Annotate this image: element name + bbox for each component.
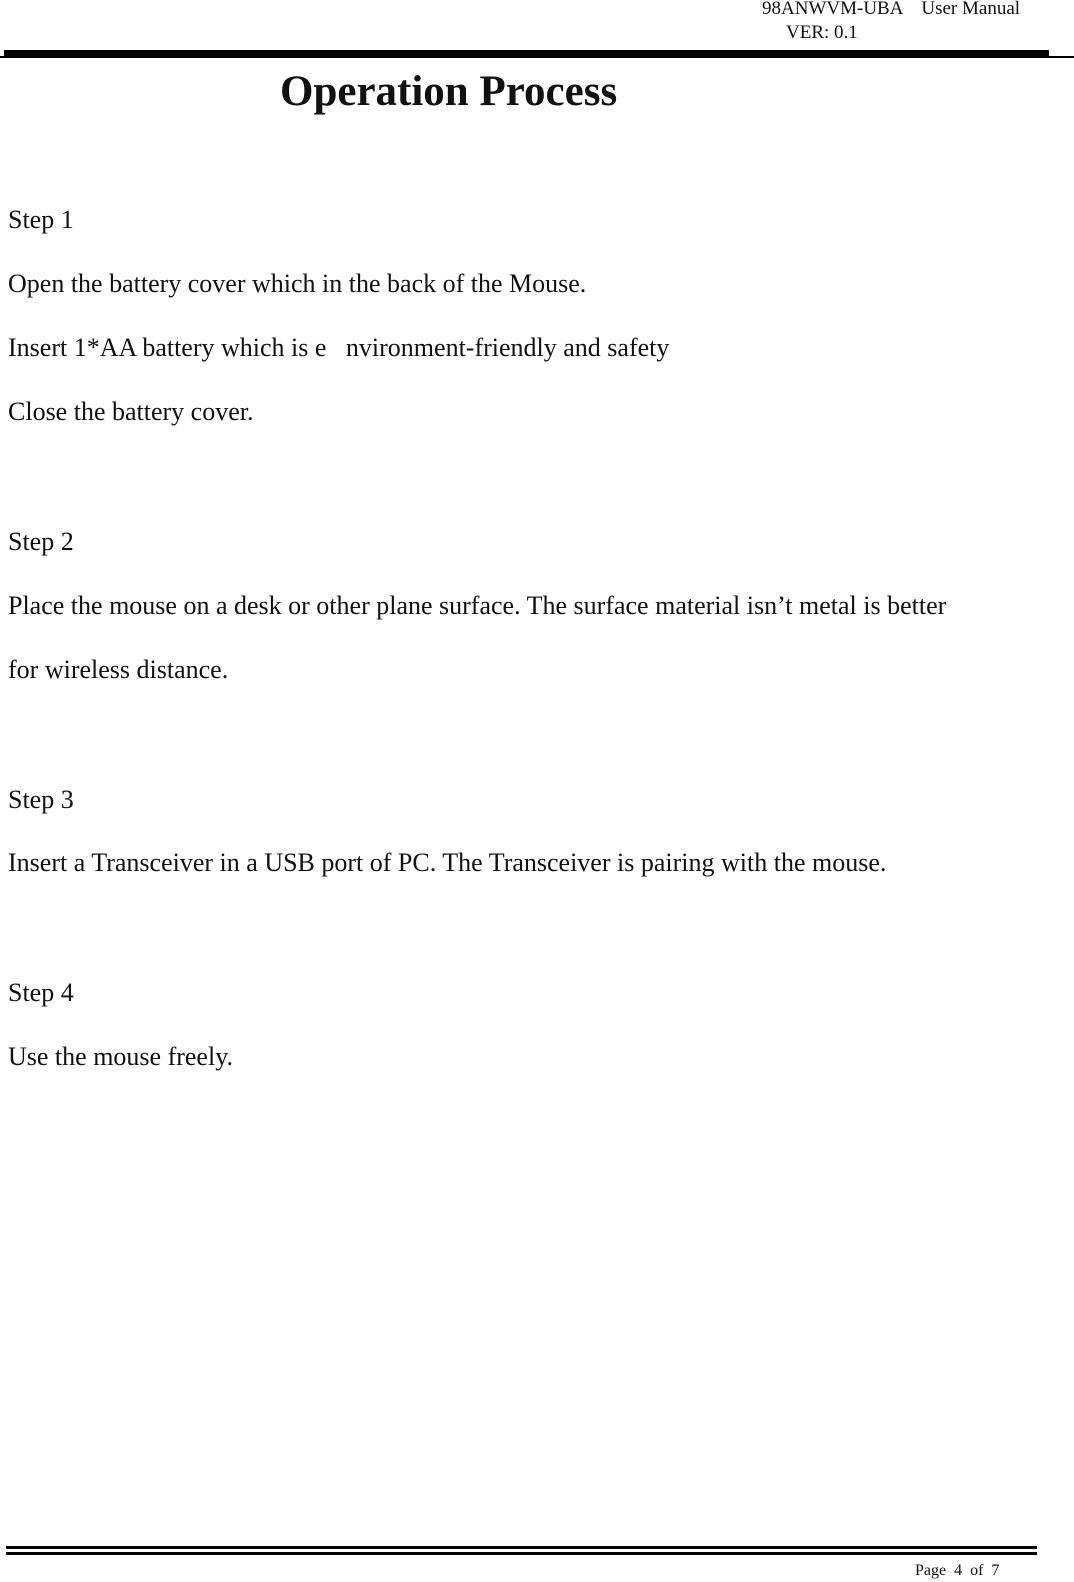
step-2-heading: Step 2 [8,527,74,556]
step-1-line-2: Insert 1*AA battery which is e nvironment-friendly and safety [8,333,670,362]
step-2-line-2: for wireless distance. [8,655,229,684]
footer-rule-upper [6,1546,1037,1549]
header-rule-thin [0,56,1074,58]
step-2-line-1: Place the mouse on a desk or other plane surface. The surface material isn’t metal is better [8,591,947,620]
header-document-id: 98ANWVM-UBA User Manual [762,0,1021,19]
step-4-line-1: Use the mouse freely. [8,1042,234,1071]
step-3-heading: Step 3 [8,785,74,814]
page-number: Page 4 of 7 [915,1562,1000,1579]
step-1-line-3: Close the battery cover. [8,397,254,426]
step-3-line-1: Insert a Transceiver in a USB port of PC. The Transceiver is pairing with the mouse. [8,848,887,877]
footer-rule-lower [6,1552,1037,1555]
step-1-heading: Step 1 [8,205,74,234]
page-title: Operation Process [280,68,618,115]
step-1-line-1: Open the battery cover which in the back of the Mouse. [8,269,587,298]
header-version: VER: 0.1 [786,22,858,43]
step-4-heading: Step 4 [8,978,74,1007]
